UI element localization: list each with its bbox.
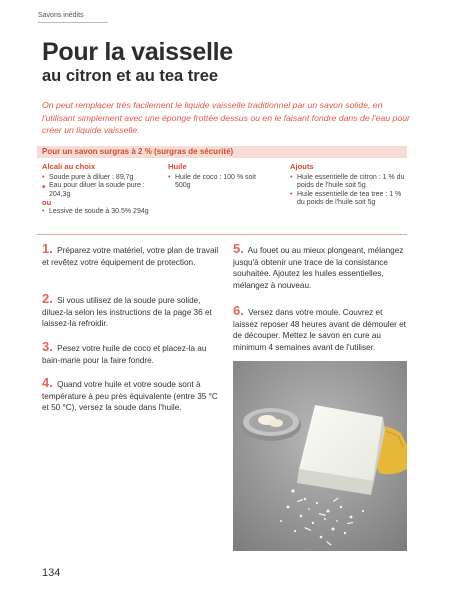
oil-column: [168, 163, 268, 191]
step-3: [42, 341, 220, 366]
step-2: [42, 293, 220, 330]
step-4: [42, 377, 220, 414]
step-3-number: 3.: [42, 339, 53, 354]
step-2-text: Si vous utilisez de la soude pure solide, diluez-la selon les instructions de la page 36 et laissez-la refroidir.: [42, 296, 212, 329]
alkali-item-1: • Soude pure à diluer : 89,7g: [42, 174, 154, 183]
step-6-number: 6.: [233, 303, 244, 318]
recipe-heading: Pour un savon surgras à 2 % (surgras de sécurité): [42, 147, 234, 156]
page-title: Pour la vaisselle: [42, 38, 233, 66]
additions-title: Ajouts: [290, 162, 314, 171]
alkali-item-3: • Lessive de soude à 30.5% 294g: [42, 208, 154, 217]
step-6-text: Versez dans votre moule. Couvrez et laissez reposer 48 heures avant de démouler et de découper. Mettez le savon en cure au minimum 4 semaines avant de l'utiliser.: [233, 308, 406, 353]
step-5-number: 5.: [233, 241, 244, 256]
step-1: [42, 243, 220, 268]
oil-title: Huile: [168, 162, 187, 171]
step-1-number: 1.: [42, 241, 53, 256]
oil-item-1: • Huile de coco : 100 % soit 500g: [168, 174, 268, 191]
section-tag: Savons inédits: [38, 12, 84, 19]
intro-paragraph: On peut remplacer très facilement le liquide vaisselle traditionnel par un savon solide, en l'utilisant simplement avec une éponge frottée dessus ou en le faisant fondre dans de l'eau pour créer un liquide vaisselle.: [42, 100, 410, 135]
alkali-or-label: ou: [42, 198, 52, 208]
step-1-text: Préparez votre matériel, votre plan de travail et revêtez votre équipement de protection.: [42, 246, 219, 267]
alkali-column: [42, 163, 154, 217]
step-4-text: Quand votre huile et votre soude sont à température à peu près équivalente (entre 35 °C et 50 °C), versez la soude dans l'huile.: [42, 380, 218, 413]
alkali-item-2: ■ Eau pour diluer la soude pure : 204,3g: [42, 182, 154, 199]
additions-column: [290, 163, 408, 208]
alkali-title: Alcali au choix: [42, 162, 96, 171]
page-number: 134: [42, 567, 61, 579]
page-subtitle: au citron et au tea tree: [42, 67, 219, 85]
step-6: [233, 305, 409, 354]
recipe-box-divider: [37, 234, 407, 235]
soap-photo-illustration: [233, 361, 407, 551]
section-tag-divider: [38, 22, 108, 23]
recipe-header-band: [37, 146, 407, 158]
additions-item-2: • Huile essentielle de tea tree : 1 % du poids de l'huile soit 5g: [290, 191, 408, 208]
step-2-number: 2.: [42, 291, 53, 306]
step-3-text: Pesez votre huile de coco et placez-la au bain-marie pour la faire fondre.: [42, 344, 207, 365]
step-4-number: 4.: [42, 375, 53, 390]
additions-item-1: • Huile essentielle de citron : 1 % du poids de l'huile soit 5g: [290, 174, 408, 191]
soap-photo: [233, 361, 407, 551]
step-5: [233, 243, 409, 292]
step-5-text: Au fouet ou au mieux plongeant, mélangez jusqu'à obtenir une trace de la consistance souhaitée. Ajoutez les huiles essentielles, mélangez à nouveau.: [233, 246, 404, 291]
